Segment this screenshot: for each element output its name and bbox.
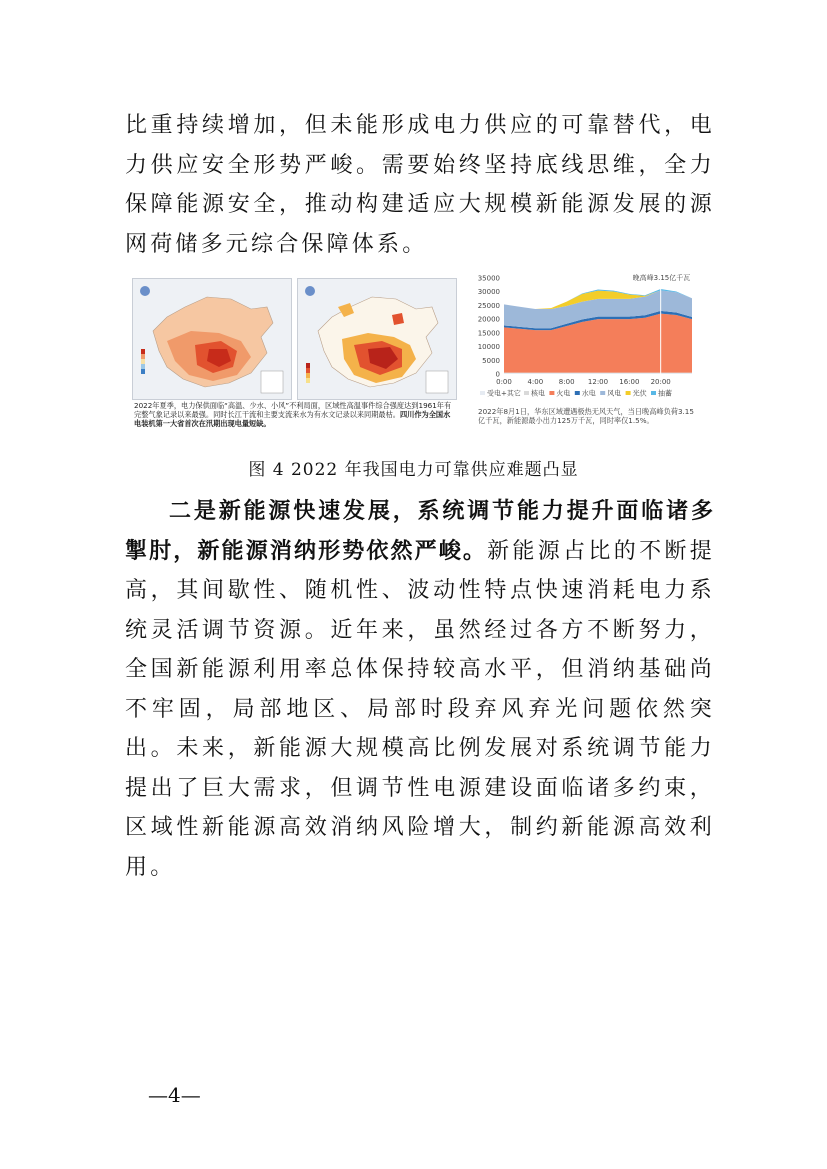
- y-tick-label: 30000: [477, 288, 500, 297]
- map-caption-bold-text: 四川作为全国水电装机第一大省首次在汛期出现电量短缺。: [134, 410, 451, 429]
- load-area-chart: [470, 270, 700, 435]
- heatwave-intensity-map: [297, 278, 457, 400]
- legend-swatch-4: [600, 391, 605, 395]
- heatwave-map-image: [298, 279, 456, 399]
- map-caption: [134, 401, 452, 429]
- x-tick-label: 20:00: [650, 378, 671, 386]
- figure-4: [132, 270, 700, 435]
- legend-label-5: 光伏: [632, 389, 647, 398]
- legend-swatch-3: [575, 391, 580, 395]
- chart-caption: 2022年8月1日，华东区域遭遇极热无风天气，当日晚高峰负荷3.15亿千瓦，新能源最小出力125万千瓦，同时率仅1.5%。: [478, 407, 694, 426]
- map-caption-text: 2022年夏季，电力保供面临“高温、少水、小风”不利局面，区域性高温事件综合强度达到1961年有完整气象记录以来最强。同时长江干流和主要支流来水为有水文记录以来同期最枯。: [134, 401, 452, 420]
- y-tick-label: 10000: [477, 343, 500, 352]
- page-number: —4—: [148, 1083, 201, 1107]
- legend-swatch-1: [524, 391, 529, 395]
- legend-label-2: 火电: [556, 389, 571, 398]
- figure-maps: [132, 270, 454, 435]
- legend-swatch-2: [549, 391, 554, 395]
- legend-label-1: 核电: [531, 389, 545, 398]
- x-tick-label: 8:00: [558, 378, 575, 386]
- y-tick-label: 5000: [482, 356, 500, 365]
- y-tick-label: 15000: [477, 329, 500, 338]
- legend-label-6: 抽蓄: [658, 389, 672, 398]
- x-tick-label: 12:00: [587, 378, 609, 386]
- paragraph-2: [125, 492, 715, 887]
- y-tick-label: 0: [495, 370, 500, 379]
- x-tick-label: 0:00: [496, 378, 512, 386]
- x-tick-label: 16:00: [619, 378, 640, 386]
- x-tick-label: 4:00: [527, 378, 544, 386]
- y-tick-label: 35000: [477, 274, 500, 283]
- load-area-chart-svg: [470, 270, 700, 407]
- series-area-1: [504, 373, 692, 374]
- legend-swatch-5: [626, 391, 631, 395]
- temperature-map-image: [133, 279, 291, 399]
- legend-label-0: 受电+其它: [487, 389, 521, 398]
- legend-swatch-6: [651, 391, 656, 395]
- peak-annotation: 晚高峰3.15亿千瓦: [632, 274, 691, 282]
- legend-label-3: 水电: [581, 389, 596, 398]
- temperature-anomaly-map: [132, 278, 292, 400]
- y-tick-label: 25000: [477, 301, 500, 310]
- paragraph-1: 比重持续增加，但未能形成电力供应的可靠替代，电力供应安全形势严峻。需要始终坚持底线思维，全力保障能源安全，推动构建适应大规模新能源发展的源网荷储多元综合保障体系。: [125, 113, 715, 257]
- legend-swatch-0: [480, 391, 485, 395]
- y-tick-label: 20000: [477, 315, 500, 324]
- paragraph-2-bold-lead: 二是新能源快速发展，系统调节能力提升面临诸多掣肘，新能源消纳形势依然严峻。: [125, 499, 715, 564]
- legend-label-4: 风电: [607, 389, 622, 398]
- figure-title: 图 4 2022 年我国电力可靠供应难题凸显: [248, 460, 579, 480]
- paragraph-2-body: 新能源占比的不断提高，其间歇性、随机性、波动性特点快速消耗电力系统灵活调节资源。近年来，虽然经过各方不断努力，全国新能源利用率总体保持较高水平，但消纳基础尚不牢固，局部地区、局部时段弃风弃光问题依然突出。未来，新能源大规模高比例发展对系统调节能力提出了巨大需求，但调节性电源建设面临诸多约束，区域性新能源高效消纳风险增大，制约新能源高效利用。: [125, 538, 715, 880]
- series-area-0: [504, 373, 692, 374]
